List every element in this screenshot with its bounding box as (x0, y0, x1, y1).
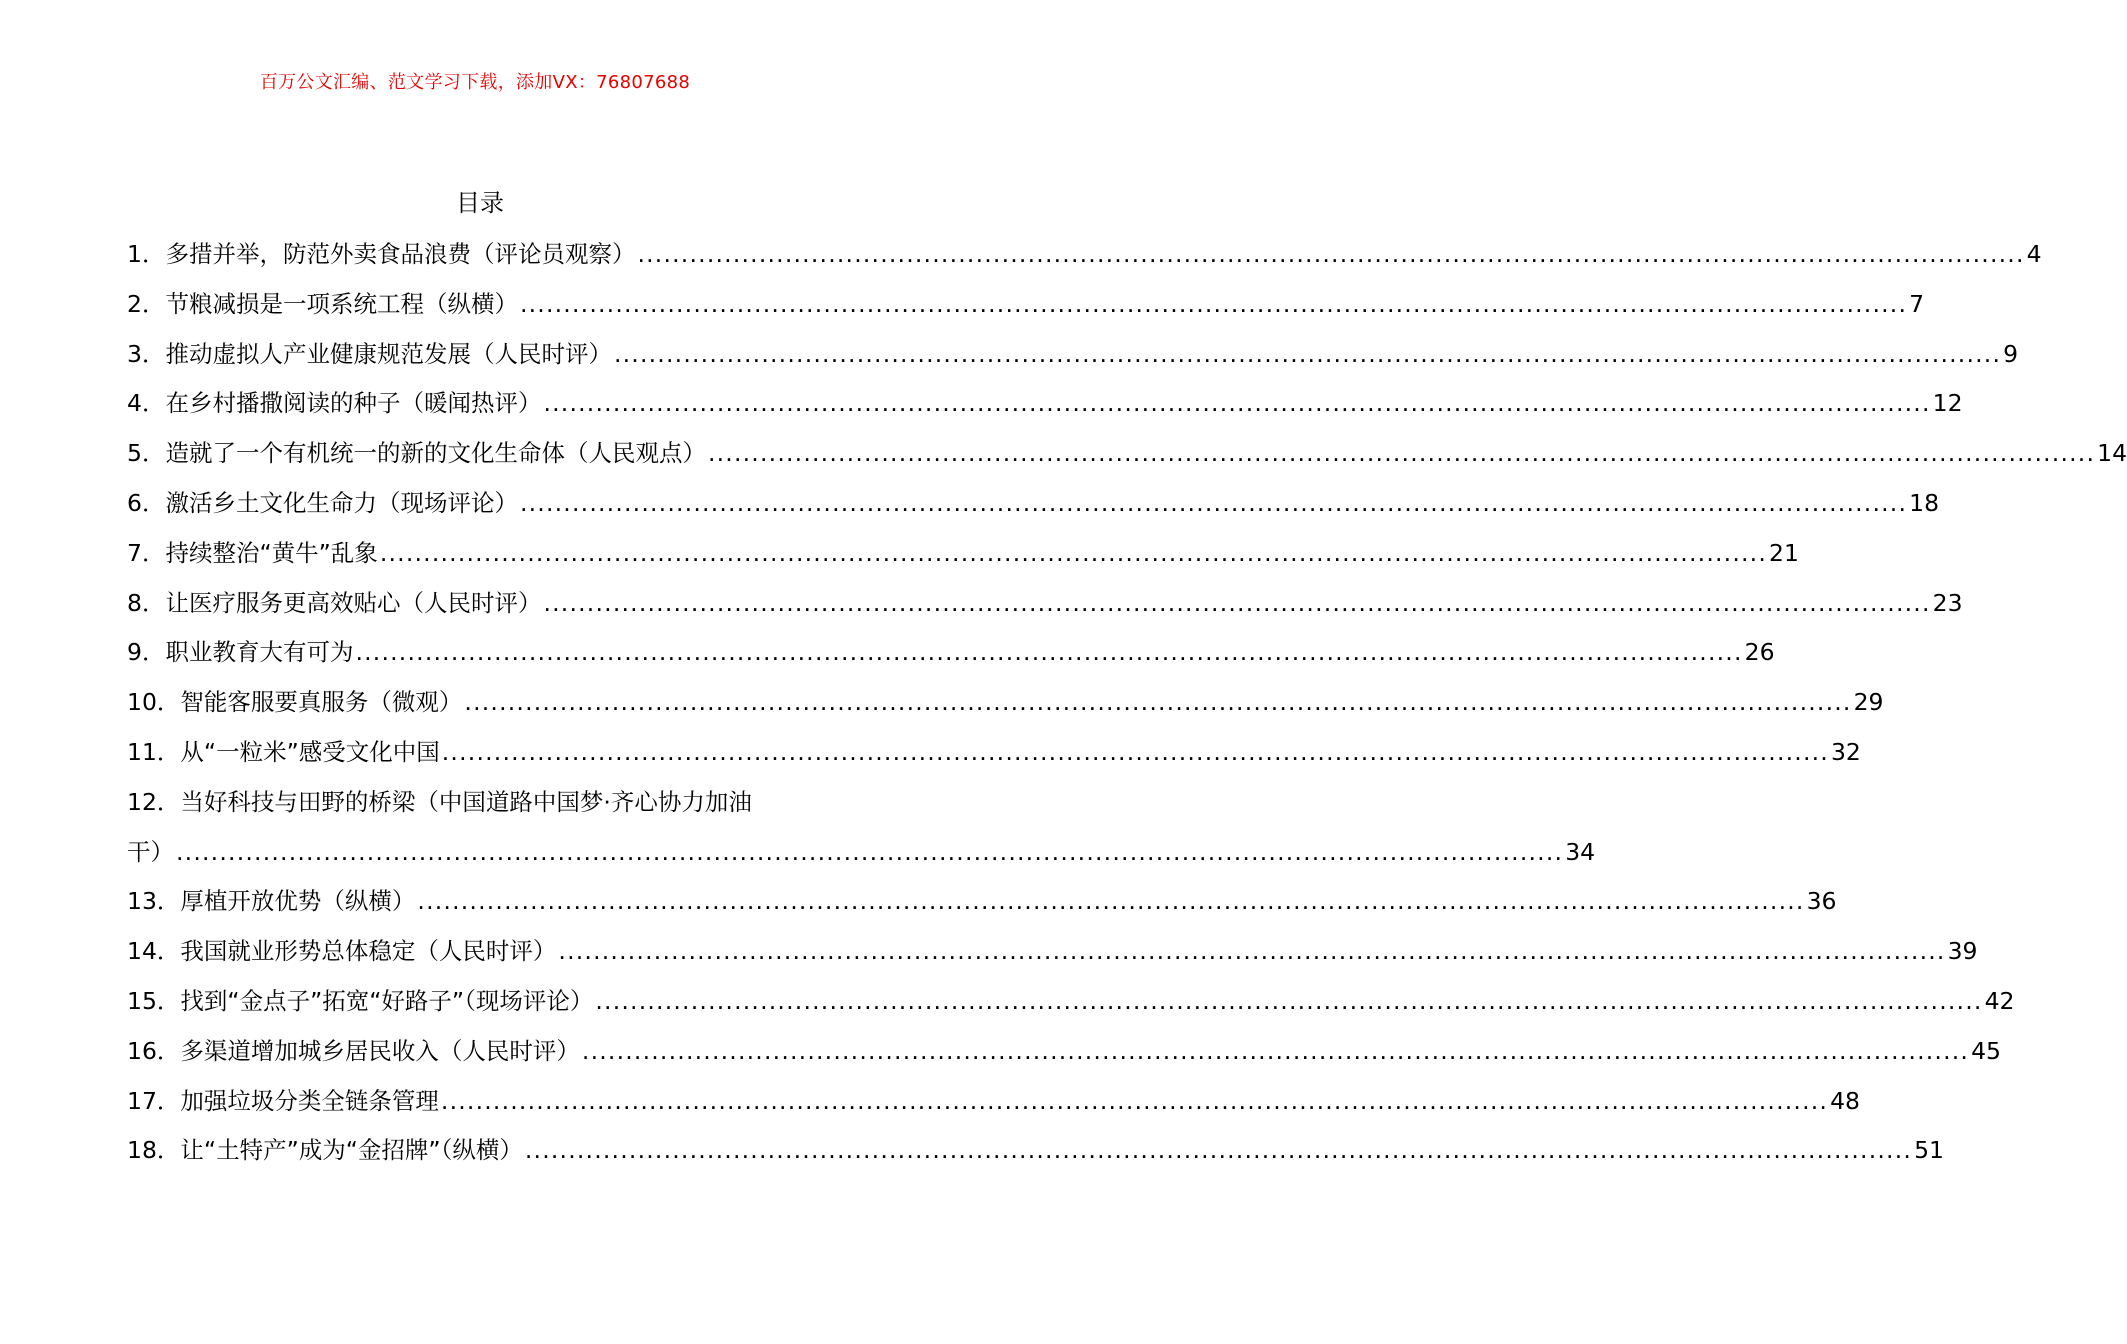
toc-page-number: 29 (1853, 688, 1884, 717)
dot-leader: ................................................................................................................................................................ (595, 986, 1983, 1015)
toc-entry-5[interactable] (127, 429, 2127, 479)
toc-entry-text: 10．智能客服要真服务（微观） (127, 688, 463, 717)
dot-leader: ................................................................................................................................................................ (176, 837, 1564, 866)
toc-entry-text: 5．造就了一个有机统一的新的文化生命体（人民观点） (127, 439, 706, 468)
toc-entry-text: 1．多措并举，防范外卖食品浪费（评论员观察） (127, 240, 636, 268)
toc-page-number: 23 (1932, 588, 1963, 617)
dot-leader: ................................................................................................................................................................ (379, 538, 1768, 567)
dot-leader: ................................................................................................................................................................ (519, 488, 1908, 517)
toc-entry-text: 7．持续整治“黄牛”乱象 (127, 538, 378, 567)
toc-entry-text: 17．加强垃圾分类全链条管理 (127, 1086, 439, 1115)
dot-leader: ................................................................................................................................................................ (581, 1036, 1970, 1065)
dot-leader: ................................................................................................................................................................ (543, 588, 1931, 617)
toc-entry-text: 15．找到“金点子”拓宽“好路子”（现场评论） (127, 986, 594, 1015)
toc-page-number: 45 (1971, 1036, 2002, 1065)
dot-leader: ................................................................................................................................................................ (519, 289, 1908, 318)
header-watermark-note: 百万公文汇编、范文学习下载，添加VX：76807688 (259, 72, 691, 93)
toc-entry-text: 18．让“土特产”成为“金招牌”（纵横） (127, 1136, 523, 1165)
toc-entry-2[interactable] (127, 280, 1925, 330)
toc-entry-8[interactable] (127, 579, 1963, 629)
toc-entry-text: 9．职业教育大有可为 (127, 638, 354, 667)
toc-title: 目录 (456, 189, 504, 217)
toc-entry-3[interactable] (127, 330, 2019, 380)
toc-entry-14[interactable] (127, 927, 1978, 977)
dot-leader: ................................................................................................................................................................ (355, 638, 1743, 667)
toc-page-number: 42 (1984, 986, 2015, 1015)
toc-entry-9[interactable] (127, 628, 1775, 678)
dot-leader: ................................................................................................................................................................ (707, 439, 2096, 468)
toc-entry-text: 14．我国就业形势总体稳定（人民时评） (127, 937, 557, 966)
toc-entry-text: 3．推动虚拟人产业健康规范发展（人民时评） (127, 339, 612, 368)
toc-page-number: 26 (1744, 638, 1775, 667)
toc-page-number: 51 (1914, 1136, 1944, 1165)
toc-entry-text: 12．当好科技与田野的桥梁（中国道路中国梦·齐心协力加油 (127, 787, 752, 816)
toc-page-number: 18 (1909, 488, 1940, 517)
dot-leader: ................................................................................................................................................................ (464, 688, 1852, 717)
toc-entry-12-line2[interactable] (127, 828, 1596, 878)
dot-leader: ................................................................................................................................................................ (524, 1136, 1913, 1165)
dot-leader: ................................................................................................................................................................ (417, 887, 1805, 916)
toc-entry-12-line1[interactable] (127, 778, 833, 828)
toc-entry-1[interactable] (127, 230, 2042, 280)
dot-leader: ................................................................................................................................................................ (558, 937, 1946, 966)
toc-page-number: 39 (1947, 937, 1978, 966)
toc-page-number: 48 (1830, 1086, 1861, 1115)
toc-entry-text: 13．厚植开放优势（纵横） (127, 887, 416, 916)
toc-page-number: 12 (1932, 389, 1963, 418)
toc-entry-18[interactable] (127, 1126, 1944, 1176)
toc-entry-text: 干） (127, 837, 174, 866)
toc-entry-4[interactable] (127, 379, 1963, 429)
toc-entry-text: 8．让医疗服务更高效贴心（人民时评） (127, 588, 542, 617)
table-of-contents (127, 230, 2127, 1176)
dot-leader: ................................................................................................................................................................ (441, 737, 1829, 766)
toc-page-number: 9 (2003, 339, 2019, 368)
toc-page-number: 7 (1909, 289, 1925, 318)
toc-entry-13[interactable] (127, 877, 1837, 927)
toc-entry-17[interactable] (127, 1077, 1861, 1127)
toc-page-number: 32 (1830, 737, 1861, 766)
toc-entry-10[interactable] (127, 678, 1884, 728)
dot-leader: ................................................................................................................................................................ (543, 389, 1931, 418)
toc-entry-11[interactable] (127, 728, 1861, 778)
dot-leader: ................................................................................................................................................................ (637, 240, 2025, 268)
toc-page-number: 34 (1565, 837, 1596, 866)
dot-leader: ................................................................................................................................................................ (440, 1086, 1829, 1115)
toc-page-number: 14 (2097, 439, 2127, 468)
toc-entry-text: 11．从“一粒米”感受文化中国 (127, 737, 440, 766)
toc-entry-text: 2．节粮减损是一项系统工程（纵横） (127, 289, 518, 318)
dot-leader: ................................................................................................................................................................ (613, 339, 2002, 368)
toc-entry-15[interactable] (127, 977, 2015, 1027)
toc-page-number: 21 (1769, 538, 1799, 567)
toc-entry-16[interactable] (127, 1027, 2002, 1077)
toc-page-number: 4 (2026, 240, 2042, 268)
toc-entry-6[interactable] (127, 479, 1940, 529)
toc-entry-text: 16．多渠道增加城乡居民收入（人民时评） (127, 1036, 580, 1065)
toc-entry-7[interactable] (127, 529, 1799, 579)
toc-entry-text: 6．激活乡土文化生命力（现场评论） (127, 488, 518, 517)
toc-page-number: 36 (1806, 887, 1837, 916)
toc-entry-text: 4．在乡村播撒阅读的种子（暖闻热评） (127, 389, 542, 418)
